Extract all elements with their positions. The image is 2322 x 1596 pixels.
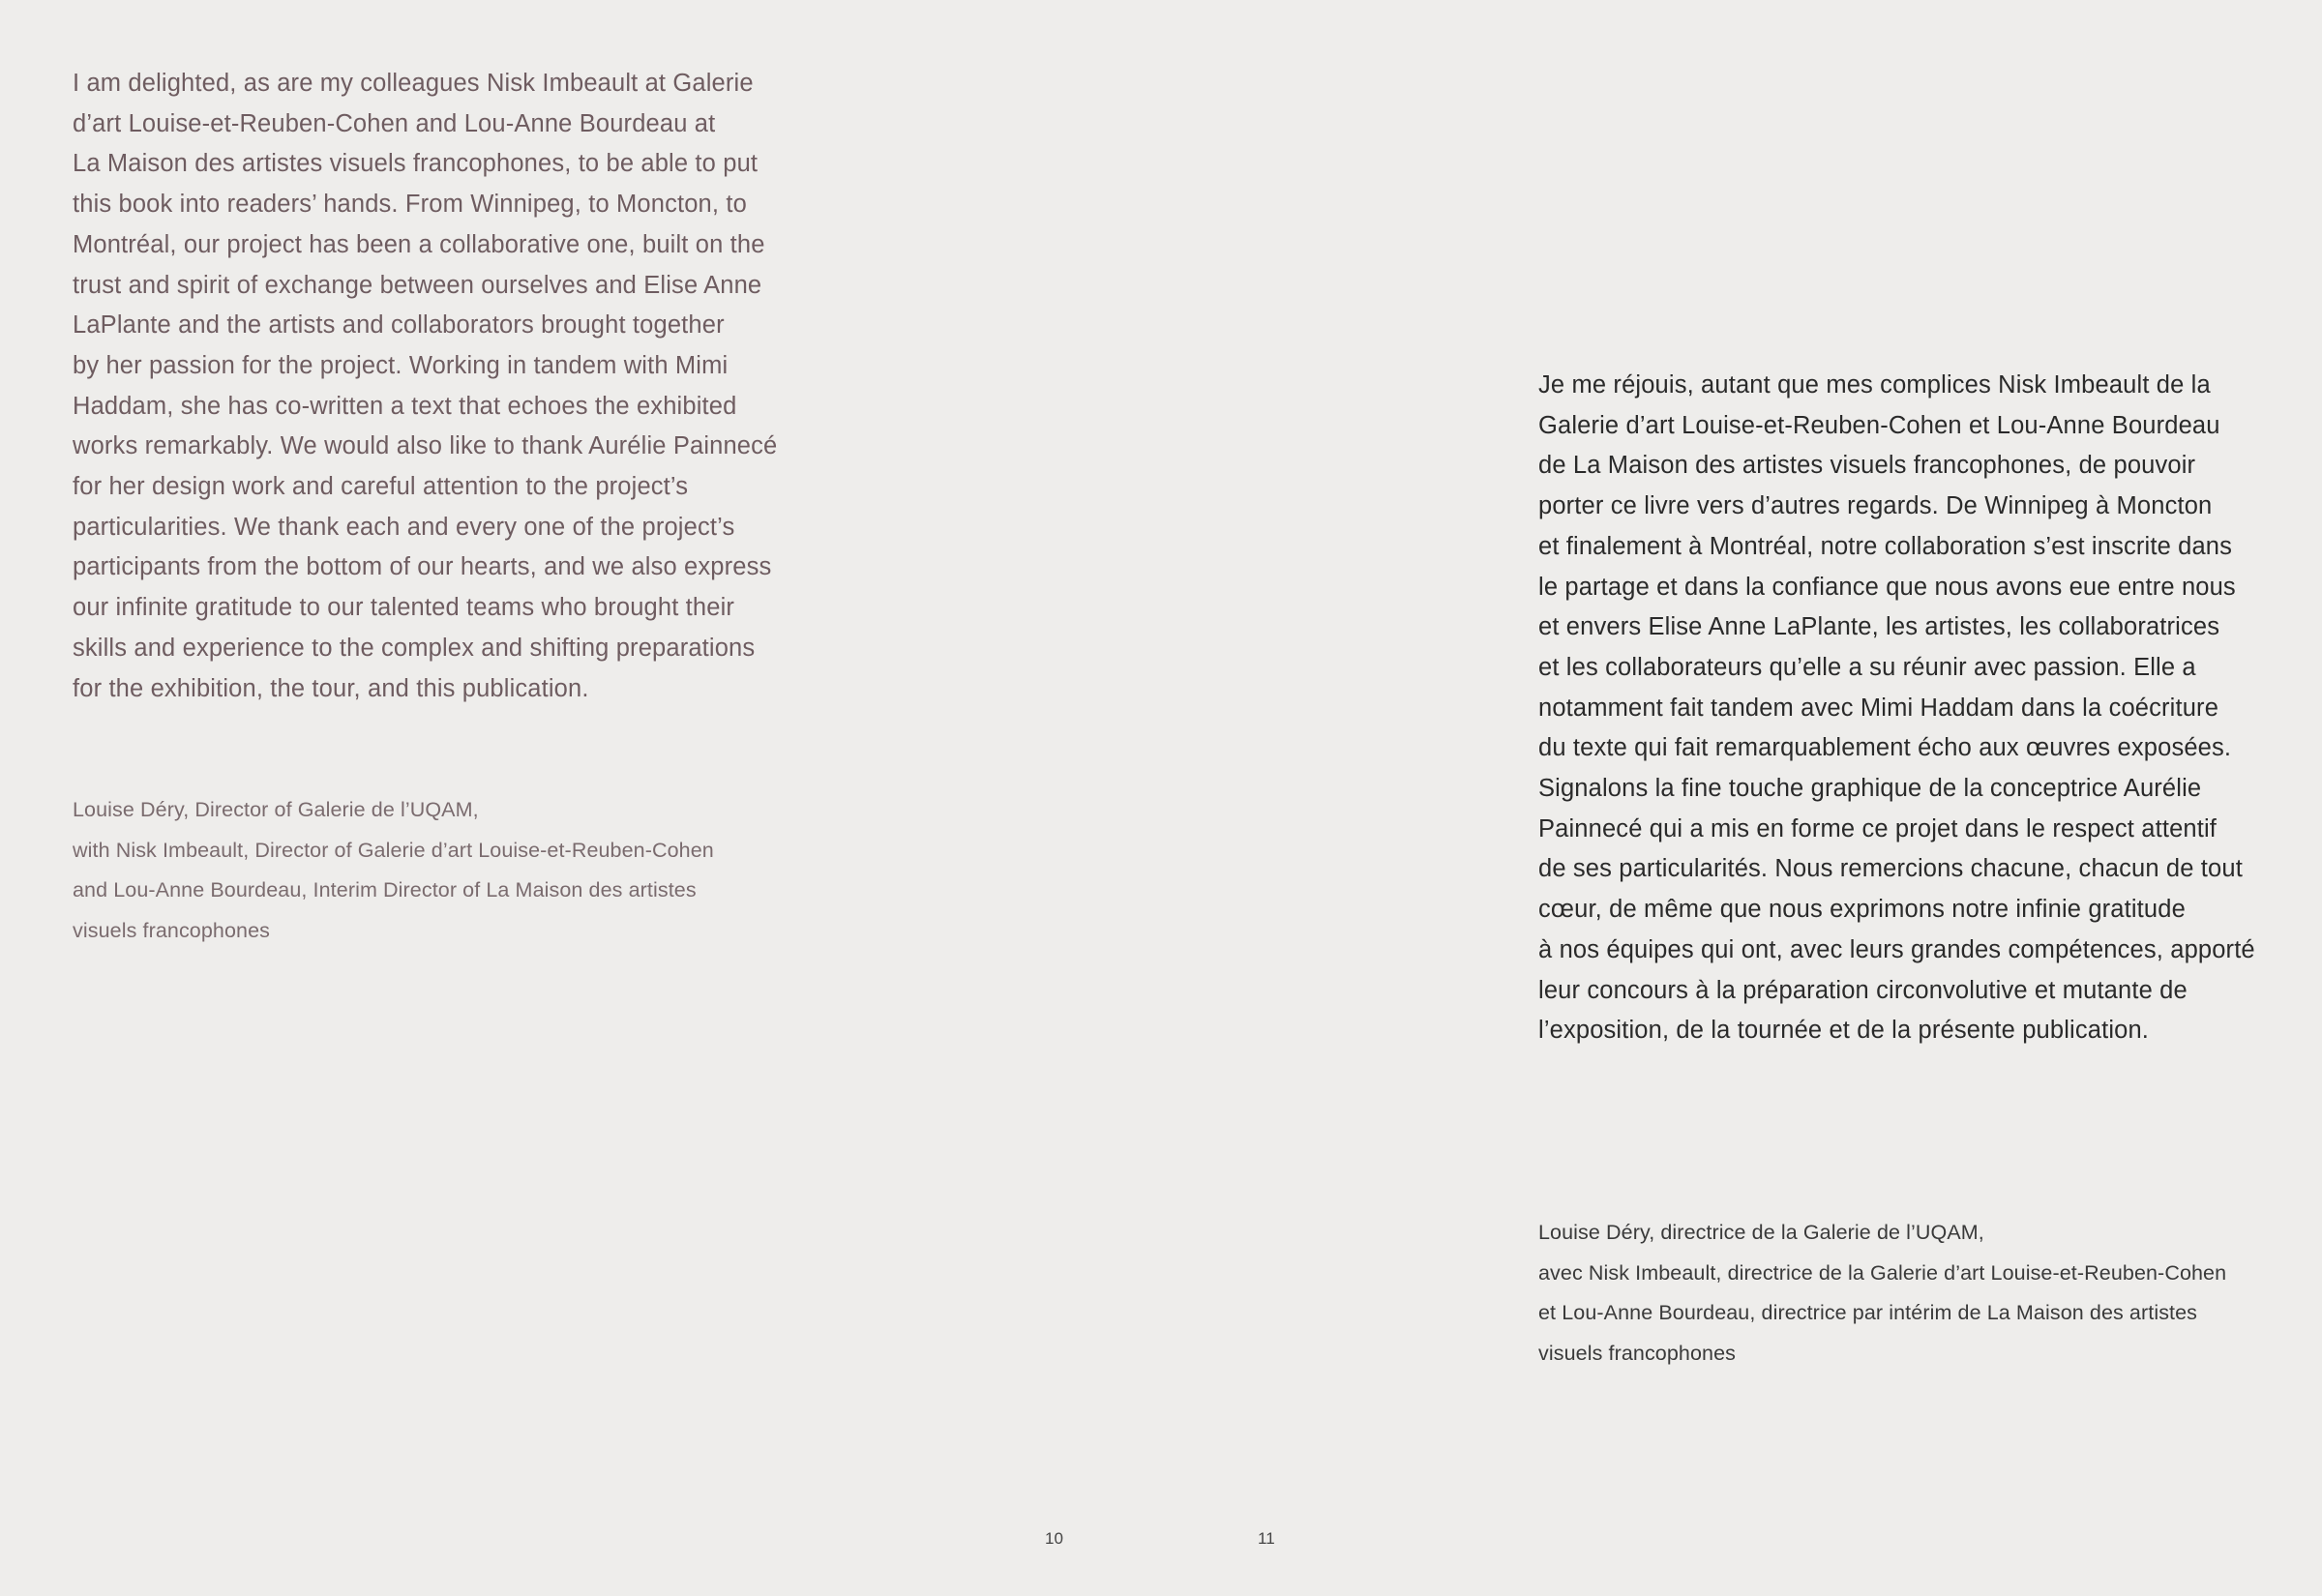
body-line: cœur, de même que nous exprimons notre infinie gratitude	[1538, 896, 2186, 924]
body-line: LaPlante and the artists and collaborators brought together	[73, 311, 725, 340]
body-line: de ses particularités. Nous remercions chacune, chacun de tout	[1538, 855, 2243, 883]
body-line: notamment fait tandem avec Mimi Haddam dans la coécriture	[1538, 694, 2219, 722]
body-line: Galerie d’art Louise-et-Reuben-Cohen et Lou-Anne Bourdeau	[1538, 411, 2220, 439]
body-line: à nos équipes qui ont, avec leurs grandes compétences, apporté	[1538, 935, 2255, 963]
signature-line: et Lou-Anne Bourdeau, directrice par intérim de La Maison des artistes	[1538, 1301, 2198, 1325]
signature-line: avec Nisk Imbeault, directrice de la Galerie d’art Louise-et-Reuben-Cohen	[1538, 1260, 2227, 1285]
body-line: this book into readers’ hands. From Winnipeg, to Moncton, to	[73, 191, 747, 219]
body-line: skills and experience to the complex and shifting preparations	[73, 634, 756, 662]
right-page	[1161, 0, 2322, 1596]
body-line: le partage et dans la confiance que nous avons eue entre nous	[1538, 573, 2236, 601]
body-line: et finalement à Montréal, notre collaboration s’est inscrite dans	[1538, 532, 2233, 560]
body-line: by her passion for the project. Working in tandem with Mimi	[73, 351, 729, 379]
signature-line: visuels francophones	[73, 919, 270, 943]
body-line: our infinite gratitude to our talented teams who brought their	[73, 594, 735, 622]
body-line: Haddam, she has co-written a text that echoes the exhibited	[73, 392, 737, 420]
body-line: et les collaborateurs qu’elle a su réunir avec passion. Elle a	[1538, 653, 2196, 681]
body-line: participants from the bottom of our hearts, and we also express	[73, 553, 772, 581]
french-body-text	[1538, 366, 2255, 1051]
signature-line: Louise Déry, directrice de la Galerie de l’UQAM,	[1538, 1221, 1984, 1244]
body-line: Signalons la fine touche graphique de la conceptrice Aurélie	[1538, 775, 2202, 803]
english-signature	[73, 790, 714, 952]
signature-line: Louise Déry, Director of Galerie de l’UQAM,	[73, 798, 479, 821]
body-line: works remarkably. We would also like to thank Aurélie Painnecé	[73, 432, 778, 460]
body-line: Je me réjouis, autant que mes complices Nisk Imbeault de la	[1538, 371, 2211, 399]
body-line: trust and spirit of exchange between ourselves and Elise Anne	[73, 271, 762, 299]
body-line: La Maison des artistes visuels francophones, to be able to put	[73, 150, 759, 178]
english-body-text	[73, 64, 777, 709]
french-signature	[1538, 1213, 2226, 1374]
page-number-left: 10	[1045, 1529, 1063, 1548]
body-line: du texte qui fait remarquablement écho aux œuvres exposées.	[1538, 734, 2232, 762]
body-line: particularities. We thank each and every one of the project’s	[73, 513, 735, 541]
body-line: for her design work and careful attention to the project’s	[73, 473, 689, 501]
page-number-right: 11	[1258, 1529, 1275, 1548]
body-line: l’exposition, de la tournée et de la présente publication.	[1538, 1017, 2150, 1045]
signature-line: visuels francophones	[1538, 1342, 1736, 1366]
body-line: d’art Louise-et-Reuben-Cohen and Lou-Anne Bourdeau at	[73, 109, 716, 137]
body-line: I am delighted, as are my colleagues Nisk Imbeault at Galerie	[73, 70, 754, 97]
signature-line: and Lou-Anne Bourdeau, Interim Director of La Maison des artistes	[73, 878, 697, 902]
signature-line: with Nisk Imbeault, Director of Galerie d’art Louise-et-Reuben-Cohen	[73, 838, 714, 862]
body-line: for the exhibition, the tour, and this publication.	[73, 674, 589, 702]
body-line: Montréal, our project has been a collaborative one, built on the	[73, 230, 765, 258]
body-line: et envers Elise Anne LaPlante, les artistes, les collaboratrices	[1538, 613, 2220, 641]
body-line: de La Maison des artistes visuels francophones, de pouvoir	[1538, 452, 2196, 480]
body-line: porter ce livre vers d’autres regards. De Winnipeg à Moncton	[1538, 492, 2213, 520]
body-line: Painnecé qui a mis en forme ce projet dans le respect attentif	[1538, 814, 2218, 842]
body-line: leur concours à la préparation circonvolutive et mutante de	[1538, 976, 2188, 1004]
